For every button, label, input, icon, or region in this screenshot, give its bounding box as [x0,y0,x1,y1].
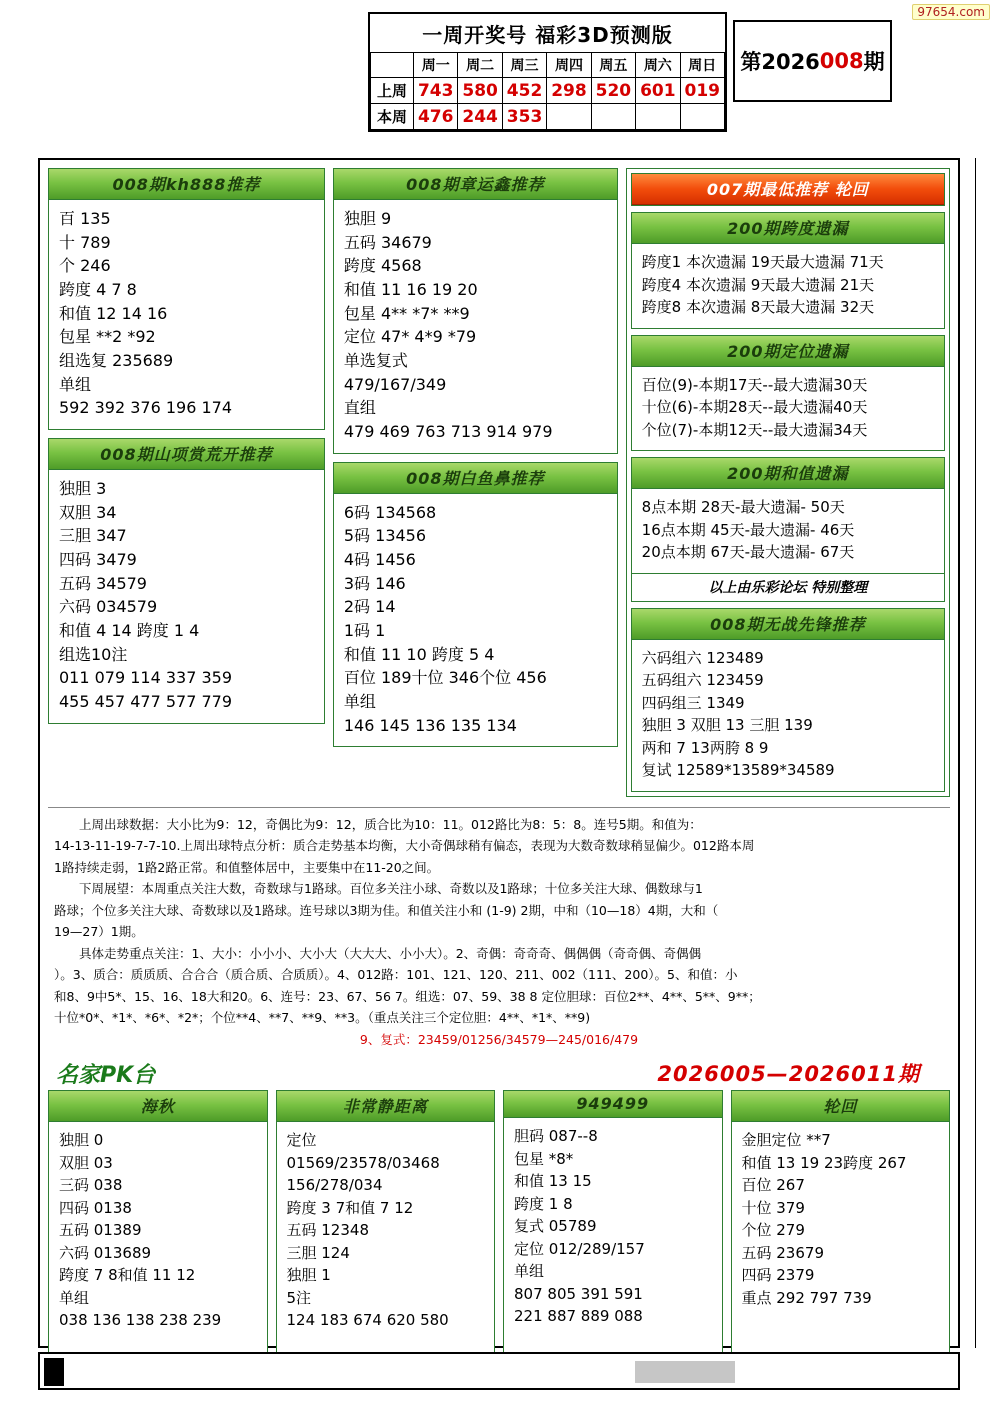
cell-thisweek-5 [591,104,635,130]
list-item: 重点 292 797 739 [741,1288,872,1307]
list-item: 5注 [286,1288,312,1307]
list-item: 124 183 674 620 580 [286,1311,449,1329]
panel-pk-haiqiu [48,1090,268,1354]
list-item: 三胆 124 [286,1243,350,1262]
panel-hezhi [631,457,945,602]
analysis-text [48,807,950,1053]
list-item: 直组 [343,398,376,418]
list-item: 三胆 347 [59,526,127,546]
cell-thisweek-1: 476 [414,104,458,130]
list-item: 455 457 477 577 779 [59,692,233,712]
panel-title-zhangyunxin: 008期章运鑫推荐 [334,169,617,200]
panel-body-zhangyunxin [334,200,617,453]
list-item: 1码 1 [343,621,386,641]
list-item: 个位 279 [741,1221,805,1239]
col-header-5: 周五 [591,53,635,78]
list-item: 跨度 3 7和值 7 12 [286,1198,414,1217]
main-content-frame [38,158,960,1348]
panel-title-kh888: 008期kh888推荐 [49,169,324,200]
list-item: 4码 1456 [343,550,416,570]
panel-title-pk-haiqiu: 海秋 [49,1091,267,1122]
list-item: 组选10注 [59,644,128,664]
list-item: 两和 7 13两胯 8 9 [641,738,769,757]
column-middle [333,168,618,805]
analysis-fushi-line [54,1029,944,1051]
panel-body-hezhi [632,489,944,573]
cell-thisweek-7 [680,104,724,130]
list-item: 复式 05789 [514,1217,597,1235]
col-header-0 [371,53,414,78]
col-header-2: 周二 [458,53,502,78]
list-item: 156/278/034 [286,1176,383,1194]
bottom-grey-box [635,1361,735,1383]
issue-suffix: 期 [863,50,885,74]
panel-body-pk-haiqiu [49,1122,267,1353]
list-item: 独胆 9 [343,209,392,228]
panel-wuxian [631,608,945,792]
list-item: 跨度 4 7 8 [59,280,137,300]
right-margin-bar [975,158,990,1348]
col-header-4: 周四 [547,53,591,78]
list-item: 六码 013689 [59,1243,152,1262]
list-item: 定位 47* 4*9 *79 [343,327,477,347]
panel-lunhui-header [631,173,945,206]
list-item: 6码 134568 [343,502,437,522]
panel-title-hezhi: 200期和值遗漏 [632,458,944,489]
list-item: 包星 4** *7* **9 [343,303,470,323]
panel-pk-lunhui [731,1090,951,1354]
panel-title-wuxian: 008期无战先锋推荐 [632,609,944,640]
list-item: 592 392 376 196 174 [59,398,233,418]
col-header-7: 周日 [680,53,724,78]
panel-title-lunhui: 007期最低推荐 轮回 [632,174,944,205]
list-item: 跨度4 本次遗漏 9天最大遗漏 21天 [641,275,875,294]
panel-title-shanding: 008期山项赏荒开推荐 [49,439,324,470]
panel-title-pk-feichangjingjuli: 非常静距离 [277,1091,495,1122]
row-label-thisweek: 本周 [371,104,414,130]
list-item: 和值 12 14 16 [59,303,168,323]
weekly-draw-grid [370,52,725,130]
list-item: 四码组三 1349 [641,693,745,712]
cell-lastweek-5: 520 [591,78,635,104]
panel-title-dingwei: 200期定位遗漏 [632,336,944,367]
analysis-line: 上周出球数据：大小比为9：12，奇偶比为9：12，质合比为10：11。012路比为8：5：8。连号5期。和值为： [79,816,702,832]
cell-thisweek-3: 353 [502,104,546,130]
list-item: 五码 12348 [286,1221,369,1239]
list-item: 双胆 34 [59,502,117,522]
list-item: 定位 [286,1131,317,1149]
column-right [626,168,950,805]
panel-body-shanding [49,470,324,723]
list-item: 单组 [514,1262,545,1280]
list-item: 单组 [59,374,92,394]
analysis-line: 十位*0*、*1*、*6*、*2*；个位**4、**7、**9、**3。（重点关注三个定位胆：4**、*1*、**9) [54,1010,591,1025]
panel-title-pk-949499: 949499 [504,1091,722,1118]
list-item: 146 145 136 135 134 [343,715,517,735]
pk-issue-range: 2026005—2026011期 [657,1062,920,1086]
list-item: 221 887 889 088 [514,1307,643,1325]
panel-body-kh888 [49,200,324,429]
cell-thisweek-2: 244 [458,104,502,130]
list-item: 3码 146 [343,573,406,593]
list-item: 5码 13456 [343,526,427,546]
watermark: 97654.com [912,4,990,20]
analysis-line: 具体走势重点关注：1、大小：小小小、大小大（大大大、小小大）。2、奇偶：奇奇奇、偶偶偶（奇奇偶、奇偶偶 [79,945,702,961]
list-item: 个 246 [59,256,111,276]
list-item: 独胆 3 [59,479,107,499]
list-item: 20点本期 67天-最大遗漏- 67天 [641,543,855,561]
list-item: 金胆定位 **7 [741,1131,831,1149]
cell-lastweek-7: 019 [680,78,724,104]
list-item: 三码 038 [59,1176,123,1194]
list-item: 双胆 03 [59,1153,113,1172]
list-item: 个位(7)-本期12天--最大遗漏34天 [641,420,868,439]
list-item: 五码 23679 [741,1243,824,1262]
list-item: 单组 [59,1288,90,1307]
panel-zhangyunxin [333,168,618,454]
analysis-line: 14-13-11-19-7-7-10.上周出球特点分析：质合走势基本均衡，大小奇偶球稍有偏态，表现为大数奇数球稍显偏少。012路本周 [54,838,755,853]
cell-lastweek-2: 580 [458,78,502,104]
list-item: 四码 0138 [59,1198,132,1217]
issue-prefix: 第2026 [740,50,820,74]
list-item: 和值 13 19 23跨度 267 [741,1153,907,1172]
pk-section-header [48,1054,950,1088]
list-item: 独胆 0 [59,1131,104,1149]
list-item: 跨度1 本次遗漏 19天最大遗漏 71天 [641,253,884,271]
pk-title: 名家PK台 [56,1063,156,1088]
panel-body-kuadu [632,244,944,328]
list-item: 定位 012/289/157 [514,1239,645,1258]
col-header-6: 周六 [636,53,680,78]
cell-lastweek-6: 601 [636,78,680,104]
panel-note-hezhi: 以上由乐彩论坛 特别整理 [632,573,944,601]
col-header-1: 周一 [414,53,458,78]
list-item: 479/167/349 [343,374,447,394]
list-item: 包星 **2 *92 [59,327,156,347]
analysis-line: 19—27）1期。 [54,924,144,939]
panel-dingwei [631,335,945,452]
column-left [48,168,325,805]
cell-thisweek-6 [636,104,680,130]
cell-thisweek-4 [547,104,591,130]
panel-body-wuxian [632,640,944,791]
row-label-lastweek: 上周 [371,78,414,104]
list-item: 01569/23578/03468 [286,1153,440,1172]
list-item: 十位 379 [741,1198,805,1217]
list-item: 跨度 1 8 [514,1194,573,1213]
bottom-strip [38,1352,960,1390]
list-item: 五码 34679 [343,232,432,252]
list-item: 独胆 1 [286,1266,331,1284]
list-item: 组选复 235689 [59,351,174,371]
list-item: 807 805 391 591 [514,1284,643,1303]
list-item: 和值 11 10 跨度 5 4 [343,644,495,664]
cell-lastweek-3: 452 [502,78,546,104]
list-item: 胆码 087--8 [514,1127,598,1145]
list-item: 四码 3479 [59,550,137,570]
col-header-3: 周三 [502,53,546,78]
table-row-header [371,53,725,78]
list-item: 四码 2379 [741,1266,815,1284]
panel-body-dingwei [632,367,944,451]
weekly-draw-title: 一周开奖号 福彩3D预测版 [422,23,673,47]
list-item: 跨度8 本次遗漏 8天最大遗漏 32天 [641,298,875,316]
pk-columns [48,1090,950,1354]
list-item: 2码 14 [343,597,396,617]
panel-group-lunhui [626,168,950,797]
analysis-line: ）。3、质合：质质质、合合合（质合质、合质质）。4、012路：101、121、120、211、002（111、200）。5、和值：小 [54,967,738,982]
table-row [371,104,725,130]
list-item: 百 135 [59,209,111,228]
cell-lastweek-4: 298 [547,78,591,104]
list-item: 五码组六 123459 [641,671,764,689]
list-item: 跨度 7 8和值 11 12 [59,1266,196,1284]
list-item: 16点本期 45天-最大遗漏- 46天 [641,520,855,539]
list-item: 038 136 138 238 239 [59,1311,222,1329]
fushi-value: 23459/01256/34579—245/016/479 [417,1031,639,1047]
list-item: 五码 34579 [59,573,147,593]
panel-body-baiyuxiang [334,494,617,747]
analysis-line: 和8、9中5*、15、16、18大和20。6、连号：23、67、56 7。组选：07、59、38 8 定位胆球：百位2**、4**、5**、9**； [54,988,761,1004]
issue-number-box [733,20,892,102]
cell-lastweek-1: 743 [414,78,458,104]
list-item: 和值 11 16 19 20 [343,280,478,300]
panel-kuadu [631,212,945,329]
panel-body-pk-lunhui [732,1122,950,1353]
list-item: 百位(9)-本期17天--最大遗漏30天 [641,375,868,394]
list-item: 百位 267 [741,1176,805,1194]
list-item: 和值 4 14 跨度 1 4 [59,621,200,641]
panel-pk-feichangjingjuli [276,1090,496,1354]
prediction-columns [48,168,950,805]
analysis-line: 路球；个位多关注大球、奇数球以及1路球。连号球以3期为佳。和值关注小和 (1-9) 2期，中和（10—18）4期，大和（ [54,902,719,918]
list-item: 复试 12589*13589*34589 [641,761,835,779]
list-item: 包星 *8* [514,1149,574,1168]
list-item: 和值 13 15 [514,1172,592,1190]
panel-title-pk-lunhui: 轮回 [732,1091,950,1122]
bottom-left-marker [44,1358,64,1386]
panel-baiyuxiang [333,462,618,748]
issue-number: 008 [819,49,864,73]
list-item: 单组 [343,692,376,712]
table-row [371,78,725,104]
panel-kh888 [48,168,325,430]
list-item: 8点本期 28天-最大遗漏- 50天 [641,498,845,516]
list-item: 六码组六 123489 [641,648,764,667]
fushi-label: 9、复式： [359,1031,418,1047]
list-item: 十 789 [59,232,111,252]
panel-pk-949499 [503,1090,723,1354]
list-item: 五码 01389 [59,1221,142,1239]
list-item: 单选复式 [343,351,408,371]
list-item: 十位(6)-本期28天--最大遗漏40天 [641,398,868,416]
list-item: 011 079 114 337 359 [59,668,233,688]
panel-body-pk-949499 [504,1118,722,1349]
list-item: 479 469 763 713 914 979 [343,422,553,442]
list-item: 独胆 3 双胆 13 三胆 139 [641,716,813,734]
list-item: 百位 189十位 346个位 456 [343,668,547,688]
list-item: 跨度 4568 [343,256,422,276]
page-header [0,0,1000,138]
panel-title-kuadu: 200期跨度遗漏 [632,213,944,244]
panel-title-baiyuxiang: 008期白鱼鼻推荐 [334,463,617,494]
analysis-line: 下周展望：本周重点关注大数，奇数球与1路球。百位多关注小球、奇数以及1路球；十位多关注大球、偶数球与1 [79,881,703,896]
weekly-draw-table [368,12,727,132]
list-item: 六码 034579 [59,597,158,617]
panel-shanding [48,438,325,724]
panel-body-pk-feichangjingjuli [277,1122,495,1353]
analysis-line: 1路持续走弱，1路2路正常。和值整体居中，主要集中在11-20之间。 [54,859,440,875]
